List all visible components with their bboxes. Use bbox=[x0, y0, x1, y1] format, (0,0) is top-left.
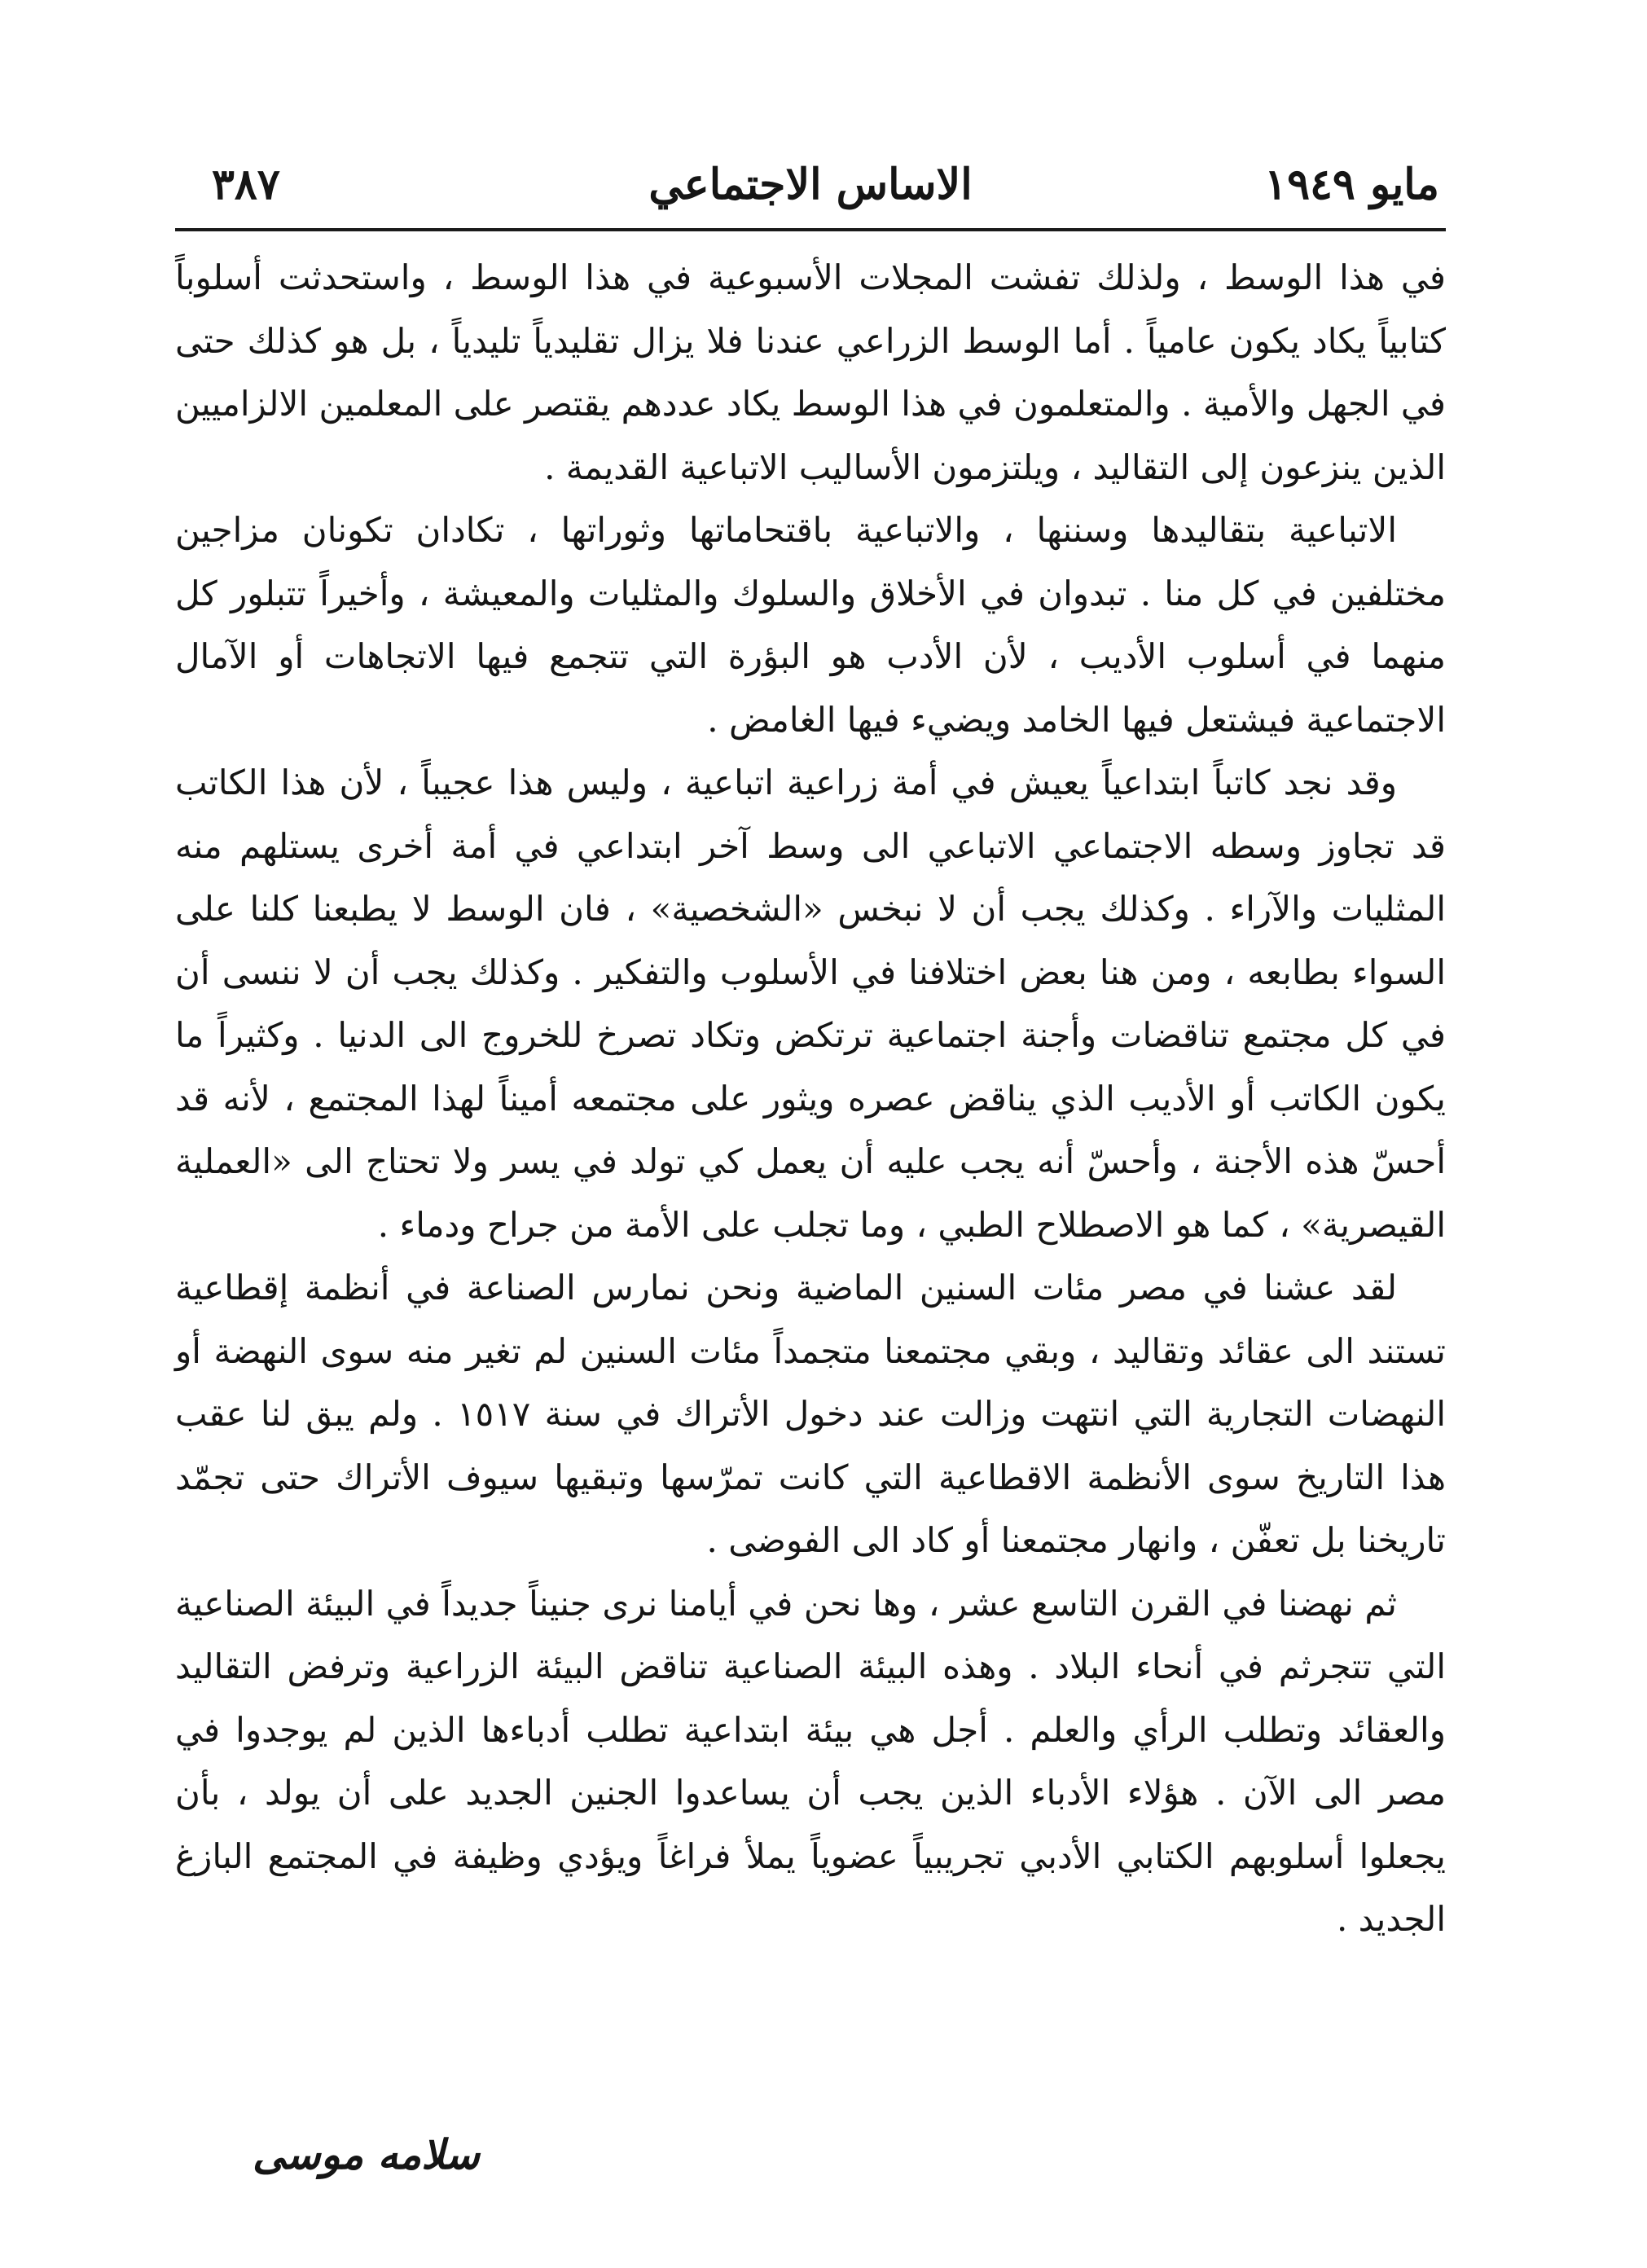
paragraph-3: وقد نجد كاتباً ابتداعياً يعيش في أمة زراعية اتباعية ، وليس هذا عجيباً ، لأن هذا الكاتب قد تجاوز وسطه الاجتماعي الاتباعي الى وسط آخر ابتداعي في أمة أخرى يستلهم منه المثليات والآراء . وكذلك يجب أن لا نبخس «الشخصية» ، فان الوسط لا يطبعنا كلنا على السواء بطابعه ، ومن هنا بعض اختلافنا في الأسلوب والتفكير . وكذلك يجب أن لا ننسى أن في كل مجتمع تناقضات وأجنة اجتماعية ترتكض وتكاد تصرخ للخروج الى الدنيا . وكثيراً ما يكون الكاتب أو الأديب الذي يناقض عصره ويثور على مجتمعه أميناً لهذا المجتمع ، لأنه قد أحسّ هذه الأجنة ، وأحسّ أنه يجب عليه أن يعمل كي تولد في يسر ولا تحتاج الى «العملية القيصرية» ، كما هو الاصطلاح الطبي ، وما تجلب على الأمة من جراح ودماء . bbox=[175, 763, 1446, 1245]
header-date: مايو ١٩٤٩ bbox=[1264, 160, 1439, 209]
author-signature: سلامه موسى bbox=[253, 2130, 480, 2178]
document-page bbox=[175, 138, 1446, 2183]
paragraph-4: لقد عشنا في مصر مئات السنين الماضية ونحن نمارس الصناعة في أنظمة إقطاعية تستند الى عقائد وتقاليد ، وبقي مجتمعنا متجمداً مئات السنين لم تغير منه سوى النهضة أو النهضات التجارية التي انتهت وزالت عند دخول الأتراك في سنة ١٥١٧ . ولم يبق لنا عقب هذا التاريخ سوى الأنظمة الاقطاعية التي كانت تمرّسها وتبقيها سيوف الأتراك حتى تجمّد تاريخنا بل تعفّن ، وانهار مجتمعنا أو كاد الى الفوضى . bbox=[175, 1268, 1447, 1560]
paragraph-5: ثم نهضنا في القرن التاسع عشر ، وها نحن في أيامنا نرى جنيناً جديداً في البيئة الصناعية التي تتجرثم في أنحاء البلاد . وهذه البيئة الصناعية تناقض البيئة الزراعية وترفض التقاليد والعقائد وتطلب الرأي والعلم . أجل هي بيئة ابتداعية تطلب أدباءها الذين لم يوجدوا في مصر الى الآن . هؤلاء الأدباء الذين يجب أن يساعدوا الجنين الجديد على أن يولد ، بأن يجعلوا أسلوبهم الكتابي الأدبي تجريبياً عضوياً يملأ فراغاً ويؤدي وظيفة في المجتمع البازغ الجديد . bbox=[175, 1583, 1446, 1939]
paragraph-2: الاتباعية بتقاليدها وسننها ، والاتباعية باقتحاماتها وثوراتها ، تكادان تكونان مزاجين مختلفين في كل منا . تبدوان في الأخلاق والسلوك والمثليات والمعيشة ، وأخيراً تتبلور كل منهما في أسلوب الأديب ، لأن الأدب هو البؤرة التي تتجمع فيها الاتجاهات أو الآمال الاجتماعية فيشتعل فيها الخامد ويضيء فيها الغامض . bbox=[175, 510, 1446, 740]
page-header bbox=[175, 138, 1446, 231]
paragraph-1: في هذا الوسط ، ولذلك تفشت المجلات الأسبوعية في هذا الوسط ، واستحدثت أسلوباً كتابياً يكاد يكون عامياً . أما الوسط الزراعي عندنا فلا يزال تقليدياً تليدياً ، بل هو كذلك حتى في الجهل والأمية . والمتعلمون في هذا الوسط يكاد عددهم يقتصر على المعلمين الالزاميين الذين ينزعون إلى التقاليد ، ويلتزمون الأساليب الاتباعية القديمة . bbox=[175, 257, 1447, 487]
article-body bbox=[175, 246, 1446, 1951]
page-number: ٣٨٧ bbox=[212, 160, 280, 209]
running-title: الاساس الاجتماعي bbox=[648, 160, 973, 209]
